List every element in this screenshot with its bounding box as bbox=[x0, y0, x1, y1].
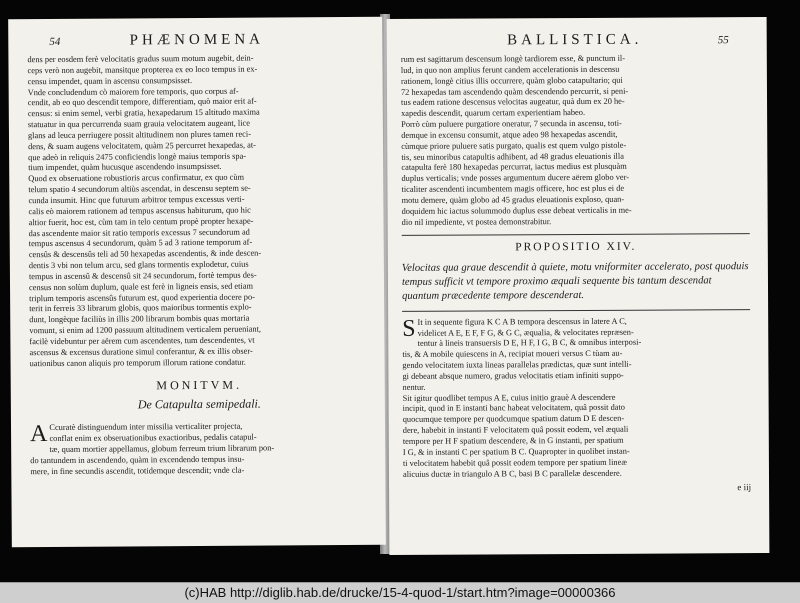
right-running-head bbox=[401, 17, 749, 55]
left-running-head-title: PHÆNOMENA bbox=[129, 31, 265, 49]
text-line: doquidem hic iactus solummodo duplus esse debeat verticalis in me- bbox=[401, 205, 632, 216]
text-line: dentis 3 vbi non telum arcu, sed glans tormentis explodetur, cuius bbox=[28, 259, 249, 271]
text-line: ti velocitatem habebit quâ possit eodem tempore per spatium lineæ bbox=[402, 457, 627, 468]
text-line: cunda insumit. Hinc que futurum arbitror tempus excessus verti- bbox=[28, 194, 245, 206]
text-line: Sit igitur quodlibet tempus A E, cuius initio grauè A descendere bbox=[402, 392, 616, 403]
section-rule-2 bbox=[402, 309, 750, 312]
text-line: ticaliter ascendenti incumbentem magis officere, hoc est plus ei de bbox=[401, 183, 625, 195]
text-line: lud, in quo non amplius ferunt candem accelerationis in descensu bbox=[400, 64, 620, 75]
left-page-number: 54 bbox=[49, 35, 61, 49]
text-line: uationibus canon aliquis pro temporum illorum ratione condatur. bbox=[29, 357, 246, 368]
monitum-text bbox=[30, 421, 369, 478]
proof-text bbox=[402, 316, 751, 480]
text-line: vomunt, si enim ad 1200 passuum altitudinem verticalem perueniant, bbox=[29, 324, 262, 336]
left-page bbox=[8, 17, 386, 548]
text-line: tis, seu minoribus catapultis adhibent, ad 48 gradus eleuationis illa bbox=[401, 151, 624, 162]
right-running-head-title: BALLISTICA. bbox=[507, 31, 643, 49]
text-line: incipit, quod in E instanti banc habeat velocitatem, quâ possit dato bbox=[402, 403, 626, 414]
left-body-text bbox=[27, 53, 368, 370]
text-line: triplum temporis ascensûs futurum est, quod experientia docere po- bbox=[29, 292, 255, 303]
text-line: mere, in fine secundis ascendit, totidemque descendit; vnde cla- bbox=[30, 465, 245, 477]
text-line: Vnde concludendum cò maiorem fore temporis, quo corpus af- bbox=[27, 86, 239, 97]
proof-dropcap: S bbox=[402, 315, 416, 342]
text-line: das ascendente maior sit ratio temporis excessus 7 secundorum ad bbox=[28, 227, 250, 238]
text-line: census non solùm duplum, quale est ferè in ligneis ensis, sed etiam bbox=[29, 281, 254, 292]
text-line: tentur à lineis transuersis D E, H F, I G, B C, & omnibus interposi- bbox=[417, 338, 642, 349]
text-line: dio nil impediente, vt postea demonstrabitur. bbox=[401, 216, 552, 227]
text-line: quocumque tempore per quodcumque spatium datum D E descen- bbox=[402, 414, 625, 425]
text-line: glans ad leuca perriugere possit altitudinem non plures tamen reci- bbox=[27, 129, 252, 141]
proposition-title: PROPOSITIO XIV. bbox=[515, 240, 637, 253]
text-line: facilè videbuntur per aërem cum ascendentes, tum descendentes, vt bbox=[29, 335, 255, 347]
text-line: do tantundem in ascendendo, quàm in excendendo tempus insu- bbox=[30, 454, 245, 466]
text-line: tempore per H F spatium descendere, & in G instanti, per spatium bbox=[402, 435, 624, 446]
right-body-text bbox=[401, 53, 750, 228]
monitum-lines bbox=[30, 421, 369, 478]
monitum-heading: MONITVM. bbox=[156, 378, 243, 393]
text-line: tempus ascensus 4 secundorum, quàm 5 ad 3 ratione temporum af- bbox=[28, 237, 253, 249]
text-line: tus eadem ratione descensus velocitas augeatur, quà dum ex 20 he- bbox=[401, 97, 625, 108]
text-line: Quod ex obseruatione robustioris arcus confirmatur, ex quo cùm bbox=[28, 172, 245, 184]
text-line: dere, habebit in instanti F velocitatem quâ possit eodem, vel æquali bbox=[402, 424, 629, 436]
text-line: dens, & suam augens velocitatem, quàm 25 percurret hexapedas, at- bbox=[28, 140, 256, 151]
text-line: I G, & in instanti C per spatium B C. Quapropter in quolibet instan- bbox=[402, 446, 630, 457]
text-line: duplus verticalis; vnde posses argumentum ducere aërem globo ver- bbox=[401, 173, 630, 184]
proposition-statement: Velocitas qua graue descendit à quiete, motu vniformiter accelerato, post quoduis tempus sufficit vt tempore proximo æquali sequente bis tantum descendat quantum præcedente tempore descenderat. bbox=[401, 260, 749, 303]
text-line: census: si enim semel, verbi gratia, hexapedarum 15 altitudo maxima bbox=[27, 107, 260, 119]
text-line: conflat enim ex obseruationibus exactioribus, pedalis catapul- bbox=[49, 432, 257, 444]
text-line: altior fuerit, hoc est, cùm tam in telo centum propè propter hexape- bbox=[28, 216, 254, 227]
left-running-head bbox=[27, 17, 366, 55]
text-line: tis, & A mobile quiescens in A, recipiat moueri versus C tùam au- bbox=[402, 349, 623, 360]
text-line: catapulta ferè 180 hexapedas percurrat, iactus medius est plusquàm bbox=[401, 162, 627, 173]
monitum-subheading: De Catapulta semipedali. bbox=[137, 397, 261, 412]
text-line: dens per eosdem ferè velocitatis gradus suum motum augebit, dein- bbox=[27, 53, 254, 65]
right-page bbox=[387, 17, 770, 555]
text-line: ascensus & excensus duratione simul conferantur, & ex illis obser- bbox=[29, 346, 253, 357]
copyright-footer: (c)HAB http://diglib.hab.de/drucke/15-4-quod-1/start.htm?image=00000366 bbox=[0, 582, 800, 603]
text-line: gendo velocitatem iuxta lineas parallelas prædictas, quæ sunt intelli- bbox=[402, 359, 632, 371]
text-line: censûs & descensûs teli ad 50 hexapedas ascendentis, & inde descen- bbox=[28, 248, 262, 260]
text-line: rum est sagittarum descensum longè tardiorem esse, & punctum il- bbox=[400, 53, 626, 64]
text-line: gi debeant absque numero, gradus velocitatis etiam infiniti suppo- bbox=[402, 370, 624, 381]
text-line: tempus in ascensû & descensû sit 24 secundorum, fortè tempus des- bbox=[28, 270, 257, 282]
text-line: 72 hexapedas tam ascendendo quàm descendendo percurrit, si peni- bbox=[400, 86, 629, 97]
text-line: cendit, ab eo quo descendit tempore, differentiam, quò maior erit af- bbox=[27, 96, 257, 108]
text-line: nentur. bbox=[402, 382, 426, 392]
section-rule bbox=[402, 233, 750, 236]
text-line: It in sequente figura K C A B tempora descensus in latere A C, bbox=[417, 316, 627, 327]
text-line: Ccuratè distinguendum inter missilia verticaliter projecta, bbox=[49, 422, 243, 433]
text-line: videlicet A E, E F, F G, & G C, æqualia, & velocitates repræsen- bbox=[417, 327, 634, 338]
text-line: ceps verò non augebit, mansitque propterea ex eo loco tempus in ex- bbox=[27, 64, 258, 76]
text-line: censu impendet, quam in ascensu consumpsisset. bbox=[27, 75, 193, 86]
text-line: telum spatio 4 secundorum altiùs ascendat, in descensu septem se- bbox=[28, 183, 251, 195]
text-line: terit in ferreis 33 librarum globis, quos maioribus tormentis explo- bbox=[29, 303, 252, 314]
text-line: cùmque priore puluere satis purgato, qualis est quem vulgo pistole- bbox=[401, 140, 627, 151]
text-line: motu demere, quàm globo ad 45 gradus eleuationis exploso, quan- bbox=[401, 194, 625, 205]
monitum-dropcap: A bbox=[29, 421, 48, 448]
right-page-number: 55 bbox=[717, 34, 729, 47]
text-line: tæ, quam mortier appellamus, globum ferreum trium librarum pon- bbox=[49, 443, 275, 455]
text-line: alicuius ductæ in triangulo A B C, basi B C parallelæ descendere. bbox=[402, 468, 622, 479]
text-line: calis eò maiorem rationem ad tempus ascensus habiturum, quo hic bbox=[28, 205, 251, 216]
text-line: rationem, longè citius illis occurrere, quàm globo catapultario; qui bbox=[400, 75, 623, 86]
text-line: tium impendet, quàm hucusque ascendendo insumpsisset. bbox=[28, 162, 222, 173]
text-line: Porrò cùm puluere purgatiore oneratur, 7 secunda in ascensu, toti- bbox=[401, 118, 622, 129]
proof-lines bbox=[402, 316, 751, 480]
text-line: statuatur in qua percurrenda suam grauia velocitatem augeant, lice bbox=[27, 118, 251, 130]
text-line: dunt, longèque faciliùs in illis 200 librarum bombis quas mortaria bbox=[29, 313, 250, 325]
text-line: demque in excensu consumit, atque adeo 98 hexapedas ascendit, bbox=[401, 129, 618, 140]
text-line: que adeò in reliquis 2475 conficiendis longè maius temporis spa- bbox=[28, 151, 247, 162]
text-line: xapedis descendit, quarum certam experientiam habeo. bbox=[401, 108, 586, 119]
catchword: e iij bbox=[737, 482, 752, 493]
